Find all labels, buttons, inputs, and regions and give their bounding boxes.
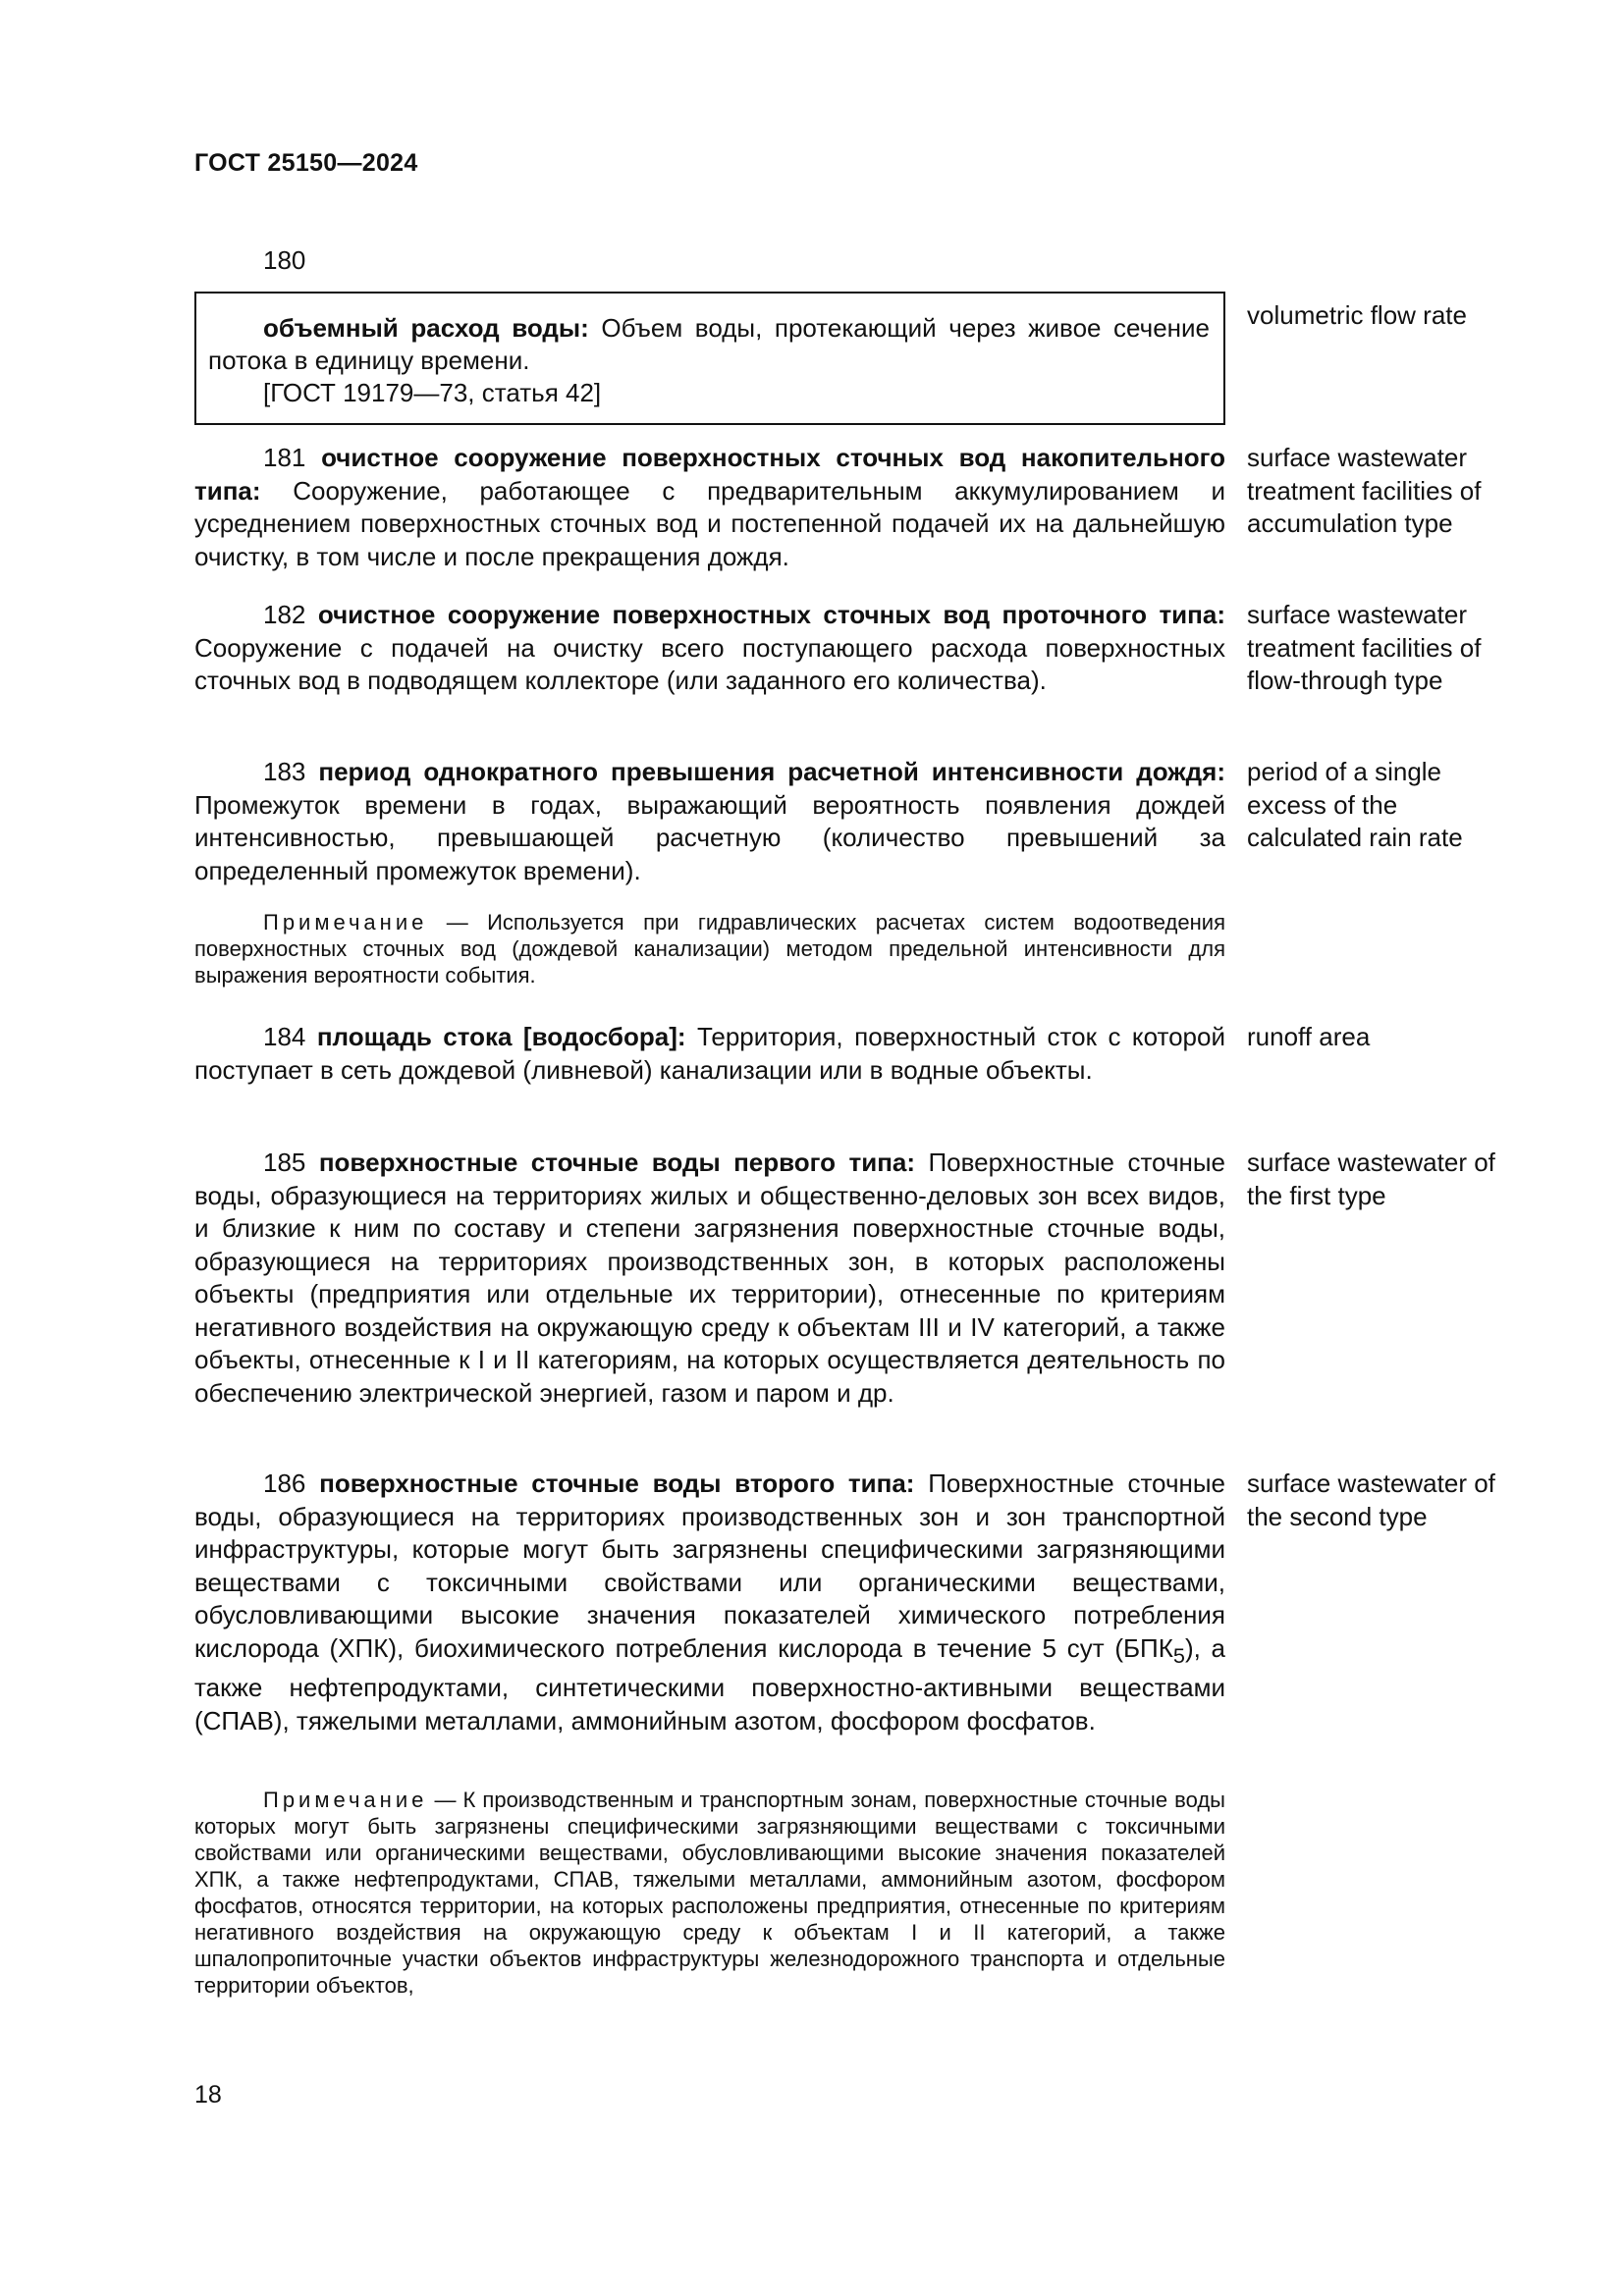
term-183-block (194, 756, 1225, 887)
term-184-definition: Территория, поверхностный сток с которой поступает в сеть дождевой (ливневой) канализации или в водные объекты. (194, 1022, 1225, 1085)
term-182-name: очистное сооружение поверхностных сточных вод проточного типа: (317, 600, 1225, 629)
term-181-block (194, 442, 1225, 573)
term-number-180: 180 (263, 245, 306, 275)
term-181-name: очистное сооружение поверхностных сточных вод накопительного типа: (194, 443, 1225, 506)
note-label: Примечание (263, 910, 428, 934)
term-184-en: runoff area (1247, 1022, 1371, 1051)
term-186-note (194, 1787, 1225, 1999)
term-186-name: поверхностные сточные воды второго типа: (319, 1468, 915, 1498)
document-header: ГОСТ 25150—2024 (194, 149, 418, 177)
note-text: — К производственным и транспортным зонам, поверхностные сточные воды которых могут быть загрязнены специфическими загрязняющими веществами с токсичными свойствами или органическими веществами, обусловливающими высокие значения показателей ХПК, а также нефтепродуктами, СПАВ, тяжелыми металлами, аммонийным азотом, фосфором фосфатов, относятся территории, на которых расположены предприятия, отнесенные по критериям негативного воздействия на окружающую среду к объектам I и II категорий, а также шпалопропиточные участки объектов инфраструктуры железнодорожного транспорта и отдельные территории объектов, (194, 1788, 1225, 1998)
term-184-name: площадь стока [водосбора]: (316, 1022, 686, 1051)
term-180-source: [ГОСТ 19179—73, статья 42] (263, 378, 602, 407)
term-181-number: 181 (263, 443, 306, 472)
term-184-block (194, 1021, 1225, 1087)
term-181-definition: Сооружение, работающее с предварительным аккумулированием и усреднением поверхностных сточных вод и постепенной подачей их на дальнейшую очистку, в том числе и после прекращения дождя. (194, 475, 1225, 571)
term-183-name: период однократного превышения расчетной интенсивности дождя: (318, 757, 1225, 786)
term-186-number: 186 (263, 1468, 306, 1498)
term-185-en: surface wastewater of the first type (1247, 1148, 1495, 1210)
term-185-number: 185 (263, 1148, 306, 1177)
term-185-block (194, 1147, 1225, 1410)
term-180-name: объемный расход воды: (263, 313, 589, 343)
term-186-subscript: 5 (1172, 1642, 1185, 1668)
term-182-en: surface wastewater treatment facilities of flow-through type (1247, 600, 1482, 695)
term-182-number: 182 (263, 600, 306, 629)
term-182-definition: Сооружение с подачей на очистку всего поступающего расхода поверхностных сточных вод в подводящем коллекторе (или заданного его количества). (194, 632, 1225, 695)
term-182-block (194, 599, 1225, 698)
note-text: — Используется при гидравлических расчетах систем водоотведения поверхностных сточных вод (дождевой канализации) методом предельной интенсивности для выражения вероятности события. (194, 910, 1225, 988)
term-180-definition: Объем воды, протекающий через живое сечение потока в единицу времени. (208, 313, 1210, 375)
term-186-block (194, 1468, 1225, 1737)
term-186-en: surface wastewater of the second type (1247, 1468, 1495, 1531)
term-183-en: period of a single excess of the calculated rain rate (1247, 757, 1463, 852)
term-185-definition: Поверхностные сточные воды, образующиеся на территориях жилых и общественно-деловых зон всех видов, и близкие к ним по составу и степени загрязнения поверхностные сточные воды, образующиеся на территориях производственных зон, в которых расположены объекты (предприятия или отдельные их территории), отнесенные по критериям негативного воздействия на окружающую среду к объектам III и IV категорий, а также объекты, отнесенные к I и II категориям, на которых осуществляется деятельность по обеспечению электрической энергией, газом и паром и др. (194, 1148, 1225, 1408)
term-180-block (208, 312, 1210, 409)
term-181-en: surface wastewater treatment facilities of accumulation type (1247, 443, 1482, 538)
term-184-number: 184 (263, 1022, 306, 1051)
term-183-number: 183 (263, 757, 306, 786)
term-183-note (194, 909, 1225, 988)
term-186-definition-a: Поверхностные сточные воды, образующиеся на территориях производственных зон и зон транспортной инфраструктуры, которые могут быть загрязнены специфическими загрязняющими веществами с токсичными свойствами или органическими веществами, обусловливающими высокие значения показателей химического потребления кислорода (ХПК), биохимического потребления кислорода в течение 5 сут (БПК (194, 1468, 1226, 1663)
note-label: Примечание (263, 1788, 428, 1812)
term-180-en: volumetric flow rate (1247, 300, 1467, 330)
term-183-definition: Промежуток времени в годах, выражающий вероятность появления дождей интенсивностью, превышающей расчетную (количество превышений за определенный промежуток времени). (194, 789, 1225, 885)
page-number: 18 (194, 2081, 222, 2109)
term-185-name: поверхностные сточные воды первого типа: (318, 1148, 916, 1177)
term-186-definition-b: ), а также нефтепродуктами, синтетическими поверхностно-активными веществами (СПАВ), тяжелыми металлами, аммонийным азотом, фосфором фосфатов. (194, 1632, 1225, 1735)
